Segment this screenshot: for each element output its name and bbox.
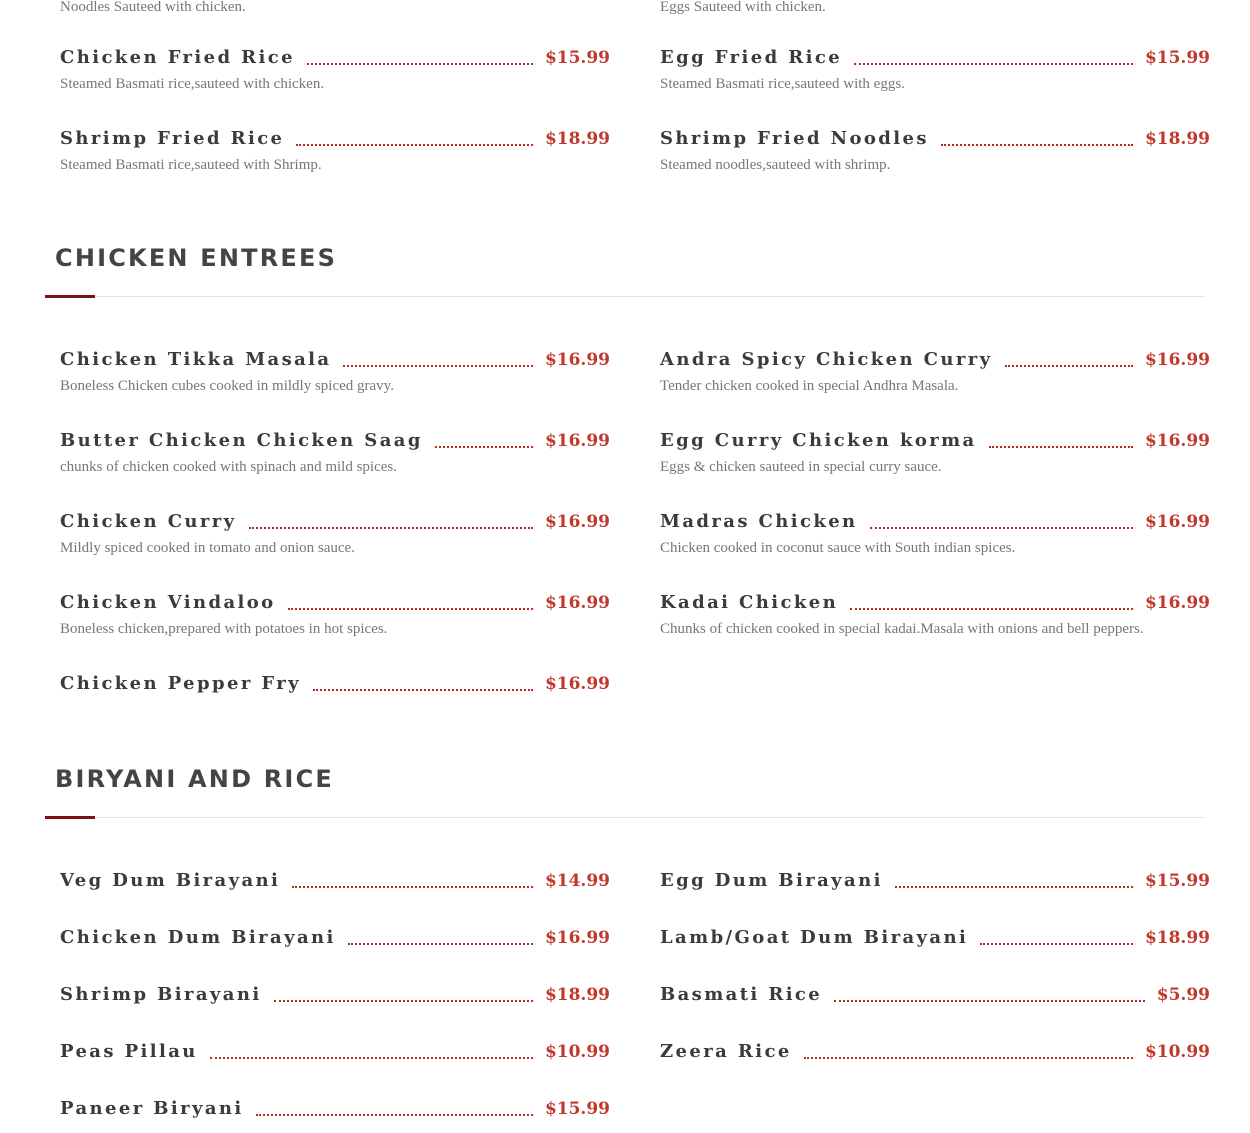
menu-item-description: chunks of chicken cooked with spinach and mild spices. <box>60 459 398 475</box>
menu-item-name: Peas Pillau <box>60 1041 198 1062</box>
menu-item-name: Chicken Curry <box>60 511 237 532</box>
menu-item-price: $15.99 <box>544 48 610 68</box>
dotted-leader <box>980 943 1133 945</box>
menu-item-name: Andra Spicy Chicken Curry <box>660 349 993 370</box>
menu-item-description: Steamed Basmati rice,sauteed with eggs. <box>660 76 905 92</box>
menu-item-name: Kadai Chicken <box>660 592 839 613</box>
menu-item <box>60 1040 610 1064</box>
menu-item-price: $14.99 <box>544 871 610 891</box>
menu-item-name: Lamb/Goat Dum Birayani <box>660 927 969 948</box>
menu-item-name: Basmati Rice <box>660 984 823 1005</box>
menu-item-price: $16.99 <box>544 350 610 370</box>
section-title: CHICKEN ENTREES <box>55 244 338 272</box>
menu-item-description: Chicken cooked in coconut sauce with South indian spices. <box>660 540 1016 556</box>
menu-item <box>660 591 1210 638</box>
menu-item <box>660 983 1210 1007</box>
menu-item <box>60 672 610 696</box>
section-divider <box>45 817 1205 818</box>
dotted-leader <box>288 608 533 610</box>
menu-item-description: Eggs & chicken sauteed in special curry sauce. <box>660 459 942 475</box>
menu-item <box>60 1097 610 1121</box>
menu-item-price: $18.99 <box>1144 129 1210 149</box>
menu-item-description: Noodles Sauteed with chicken. <box>60 0 246 15</box>
menu-item-price: $18.99 <box>544 129 610 149</box>
dotted-leader <box>834 1000 1145 1002</box>
menu-item-price: $16.99 <box>1144 512 1210 532</box>
menu-item-name: Chicken Pepper Fry <box>60 673 301 694</box>
dotted-leader <box>348 943 533 945</box>
menu-item-price: $15.99 <box>1144 871 1210 891</box>
menu-item-description: Steamed Basmati rice,sauteed with chicken. <box>60 76 325 92</box>
menu-item-price: $18.99 <box>1144 928 1210 948</box>
menu-item-description: Tender chicken cooked in special Andhra Masala. <box>660 378 959 394</box>
dotted-leader <box>292 886 533 888</box>
menu-item-name: Veg Dum Birayani <box>60 870 281 891</box>
menu-item-price: $16.99 <box>544 512 610 532</box>
section-accent-bar <box>45 816 95 819</box>
menu-item-price: $16.99 <box>544 928 610 948</box>
menu-item-name: Chicken Dum Birayani <box>60 927 336 948</box>
section-accent-bar <box>45 295 95 298</box>
menu-item-name: Chicken Fried Rice <box>60 47 295 68</box>
menu-item <box>660 926 1210 950</box>
menu-item-name: Madras Chicken <box>660 511 858 532</box>
menu-item <box>660 46 1210 93</box>
menu-item-price: $10.99 <box>1144 1042 1210 1062</box>
menu-item <box>660 348 1210 395</box>
menu-item-name: Egg Fried Rice <box>660 47 843 68</box>
menu-item-name: Egg Dum Birayani <box>660 870 883 891</box>
dotted-leader <box>343 365 532 367</box>
menu-item-description: Chunks of chicken cooked in special kadai.Masala with onions and bell peppers. <box>660 621 1144 637</box>
menu-item-name: Paneer Biryani <box>60 1098 244 1119</box>
menu-item-name: Chicken Tikka Masala <box>60 349 332 370</box>
menu-item <box>60 348 610 395</box>
menu-item-name: Butter Chicken Chicken Saag <box>60 430 423 451</box>
menu-item-price: $15.99 <box>1144 48 1210 68</box>
menu-item <box>60 510 610 557</box>
dotted-leader <box>296 144 533 146</box>
menu-item-price: $16.99 <box>1144 431 1210 451</box>
menu-item-price: $10.99 <box>544 1042 610 1062</box>
dotted-leader <box>850 608 1133 610</box>
menu-item-name: Chicken Vindaloo <box>60 592 276 613</box>
menu-item-name: Zeera Rice <box>660 1041 792 1062</box>
dotted-leader <box>941 144 1133 146</box>
menu-item-description: Steamed noodles,sauteed with shrimp. <box>660 157 891 173</box>
menu-item-price: $16.99 <box>544 593 610 613</box>
menu-item <box>660 869 1210 893</box>
dotted-leader <box>435 446 533 448</box>
menu-item <box>60 983 610 1007</box>
menu-item-description: Boneless Chicken cubes cooked in mildly spiced gravy. <box>60 378 394 394</box>
menu-item <box>60 127 610 174</box>
menu-item <box>660 510 1210 557</box>
menu-item-name: Egg Curry Chicken korma <box>660 430 977 451</box>
dotted-leader <box>989 446 1133 448</box>
menu-item-description: Boneless chicken,prepared with potatoes in hot spices. <box>60 621 388 637</box>
dotted-leader <box>307 63 533 65</box>
dotted-leader <box>870 527 1133 529</box>
menu-item <box>60 429 610 476</box>
menu-item <box>60 869 610 893</box>
menu-item-price: $16.99 <box>544 674 610 694</box>
menu-item-name: Shrimp Fried Rice <box>60 128 285 149</box>
dotted-leader <box>210 1057 533 1059</box>
dotted-leader <box>274 1000 533 1002</box>
dotted-leader <box>854 63 1133 65</box>
menu-item <box>60 591 610 638</box>
menu-item-name: Shrimp Fried Noodles <box>660 128 929 149</box>
dotted-leader <box>249 527 533 529</box>
menu-item-description: Mildly spiced cooked in tomato and onion sauce. <box>60 540 355 556</box>
menu-item-price: $16.99 <box>1144 593 1210 613</box>
menu-item-price: $16.99 <box>1144 350 1210 370</box>
section-title: BIRYANI AND RICE <box>55 765 334 793</box>
menu-item-price: $5.99 <box>1156 985 1210 1005</box>
menu-item-description: Eggs Sauteed with chicken. <box>660 0 826 15</box>
menu-item-price: $15.99 <box>544 1099 610 1119</box>
menu-item <box>60 926 610 950</box>
section-divider <box>45 296 1205 297</box>
menu-item <box>660 429 1210 476</box>
dotted-leader <box>804 1057 1133 1059</box>
menu-item-price: $18.99 <box>544 985 610 1005</box>
menu-item <box>660 1040 1210 1064</box>
menu-item-description: Steamed Basmati rice,sauteed with Shrimp. <box>60 157 322 173</box>
menu-item <box>60 46 610 93</box>
menu-item-name: Shrimp Birayani <box>60 984 262 1005</box>
dotted-leader <box>1005 365 1133 367</box>
dotted-leader <box>895 886 1133 888</box>
menu-item <box>660 127 1210 174</box>
dotted-leader <box>256 1114 533 1116</box>
dotted-leader <box>313 689 533 691</box>
menu-item-price: $16.99 <box>544 431 610 451</box>
